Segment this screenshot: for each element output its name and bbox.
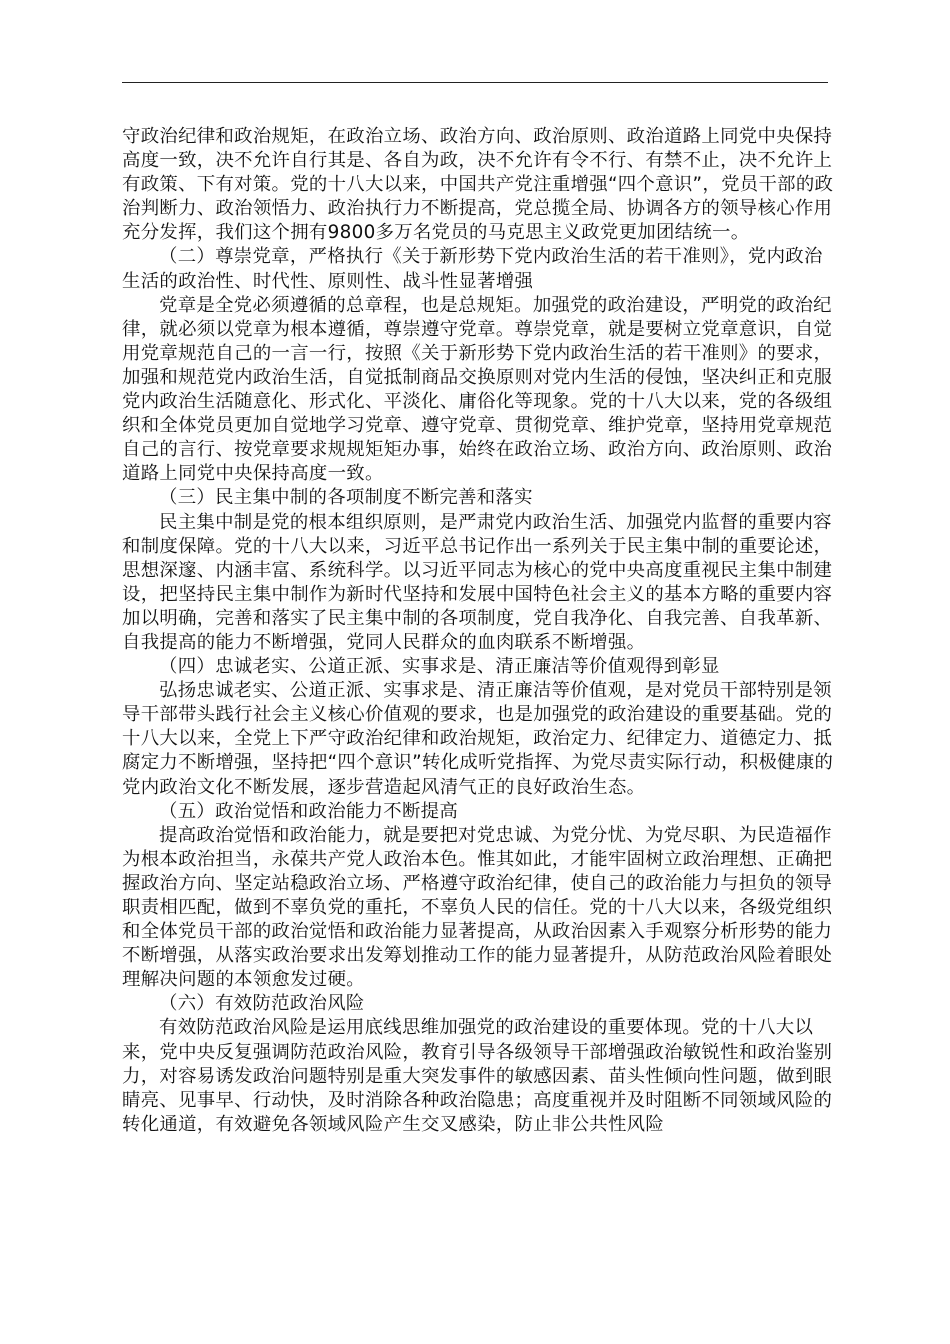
paragraph-body: 党章是全党必须遵循的总章程，也是总规矩。加强党的政治建设，严明党的政治纪律，就必须以党章为根本遵循，尊崇遵守党章。尊崇党章，就是要树立党章意识，自觉用党章规范自己的一言一行，按照《关于新形势下党内政治生活的若干准则》的要求，加强和规范党内政治生活，自觉抵制商品交换原则对党内生活的侵蚀，坚决纠正和克服党内政治生活随意化、形式化、平淡化、庸俗化等现象。党的十八大以来，党的各级组织和全体党员更加自觉地学习党章、遵守党章、贯彻党章、维护党章，坚持用党章规范自己的言行、按党章要求规规矩矩办事，始终在政治立场、政治方向、政治原则、政治道路上同党中央保持高度一致。 — [122, 294, 833, 485]
document-body — [122, 125, 840, 1137]
paragraph-body: 弘扬忠诚老实、公道正派、实事求是、清正廉洁等价值观，是对党员干部特别是领导干部带头践行社会主义核心价值观的要求，也是加强党的政治建设的重要基础。党的十八大以来，全党上下严守政治纪律和政治规矩，政治定力、纪律定力、道德定力、抵腐定力不断增强，坚持把“四个意识”转化成听党指挥、为党尽责实际行动，积极健康的党内政治文化不断发展，逐步营造起风清气正的良好政治生态。 — [122, 680, 834, 798]
paragraph-body: 提高政治觉悟和政治能力，就是要把对党忠诚、为党分忧、为党尽职、为民造福作为根本政治担当，永葆共产党人政治本色。惟其如此，才能牢固树立政治理想、正确把握政治方向、坚定站稳政治立场、严格遵守政治纪律，使自己的政治能力与担负的领导职责相匹配，做到不辜负党的重托，不辜负人民的信任。党的十八大以来，各级党组织和全体党员干部的政治觉悟和政治能力显著提高，从政治因素入手观察分析形势的能力不断增强，从落实政治要求出发筹划推动工作的能力显著提升，从防范政治风险着眼处理解决问题的本领愈发过硬。 — [122, 824, 833, 991]
section-heading-6: （六）有效防范政治风险 — [159, 993, 365, 1015]
paragraph-continuation: 守政治纪律和政治规矩，在政治立场、政治方向、政治原则、政治道路上同党中央保持高度一致，决不允许自行其是、各自为政，决不允许有令不行、有禁不止，决不允许上有政策、下有对策。党的十八大以来，中国共产党注重增强“四个意识”，党员干部的政治判断力、政治领悟力、政治执行力不断提高，党总揽全局、协调各方的领导核心作用充分发挥，我们这个拥有9800多万名党员的马克思主义政党更加团结统一。 — [122, 126, 834, 244]
header-divider — [122, 82, 828, 83]
paragraph-body: 民主集中制是党的根本组织原则，是严肃党内政治生活、加强党内监督的重要内容和制度保障。党的十八大以来，习近平总书记作出一系列关于民主集中制的重要论述，思想深邃、内涵丰富、系统科学。以习近平同志为核心的党中央高度重视民主集中制建设，把坚持民主集中制作为新时代坚持和发展中国特色社会主义的基本方略的重要内容加以明确，完善和落实了民主集中制的各项制度，党自我净化、自我完善、自我革新、自我提高的能力不断增强，党同人民群众的血肉联系不断增强。 — [122, 511, 833, 653]
paragraph-body: 有效防范政治风险是运用底线思维加强党的政治建设的重要体现。党的十八大以来，党中央反复强调防范政治风险，教育引导各级领导干部增强政治敏锐性和政治鉴别力，对容易诱发政治问题特别是重大突发事件的敏感因素、苗头性倾向性问题，做到眼睛亮、见事早、行动快，及时消除各种政治隐患；高度重视并及时阻断不同领域风险的转化通道，有效避免各领域风险产生交叉感染，防止非公共性风险 — [122, 1017, 833, 1135]
section-heading-2: （二）尊崇党章，严格执行《关于新形势下党内政治生活的若干准则》，党内政治生活的政治性、时代性、原则性、战斗性显著增强 — [122, 246, 823, 292]
section-heading-3: （三）民主集中制的各项制度不断完善和落实 — [159, 487, 533, 509]
section-heading-5: （五）政治觉悟和政治能力不断提高 — [159, 800, 459, 822]
section-heading-4: （四）忠诚老实、公道正派、实事求是、清正廉洁等价值观得到彰显 — [159, 656, 720, 678]
